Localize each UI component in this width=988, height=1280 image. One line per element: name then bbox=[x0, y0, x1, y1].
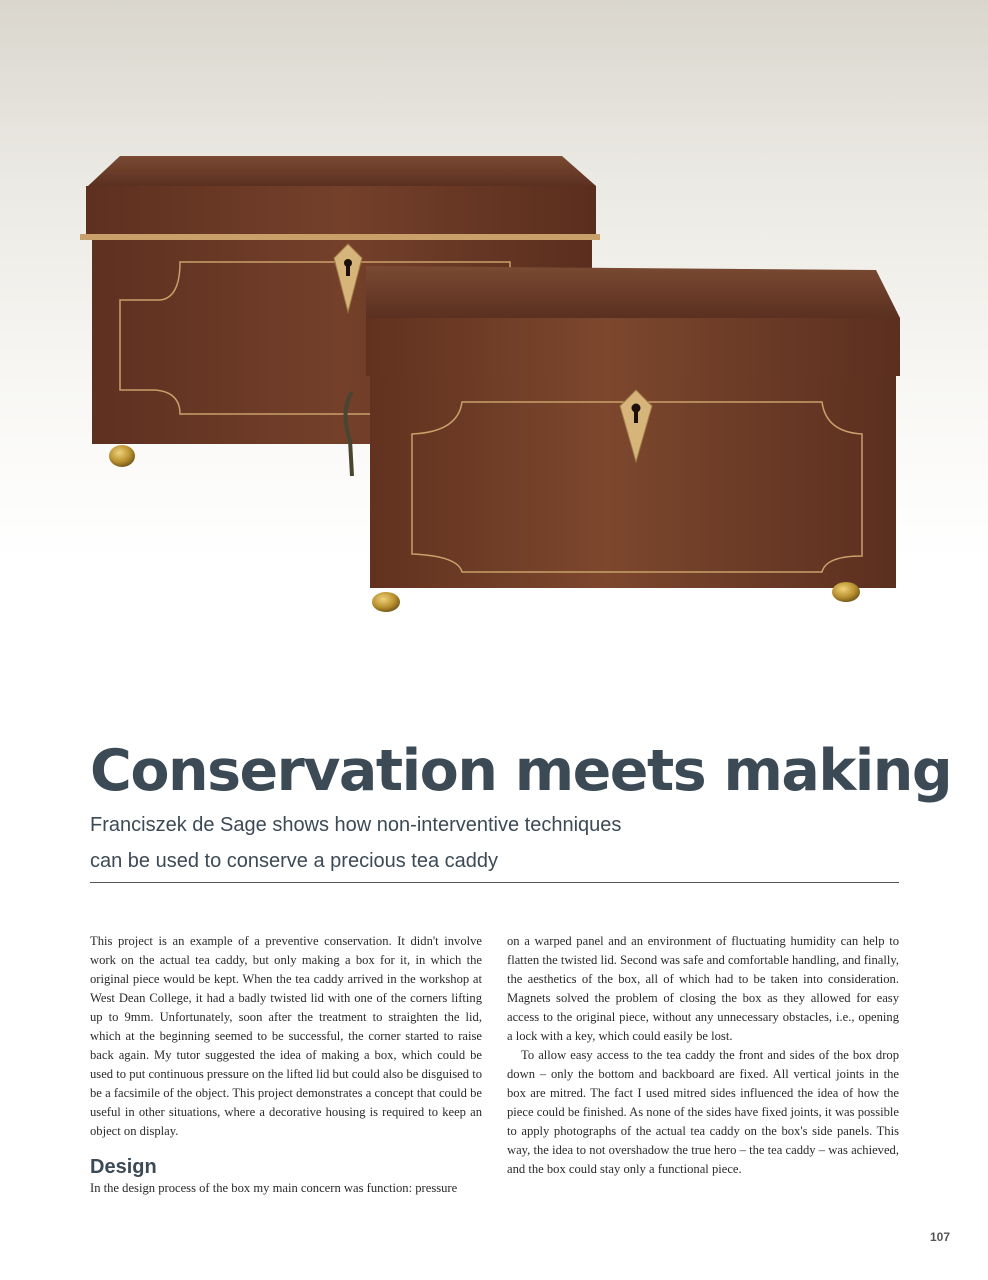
body-paragraph: In the design process of the box my main concern was function: pressure bbox=[90, 1181, 458, 1195]
body-column-left bbox=[90, 932, 482, 1198]
article-title: Conservation meets making bbox=[90, 738, 952, 804]
article-subtitle-line-2: can be used to conserve a precious tea caddy bbox=[90, 850, 499, 872]
brass-foot bbox=[372, 592, 400, 612]
body-paragraph: This project is an example of a preventive conservation. It didn't involve work on the actual tea caddy, but only making a box for it, in which the original piece would be kept. When the tea caddy arrived in the workshop at West Dean College, it had a badly twisted lid with one of the corners lifting up to 9mm. Unfortunately, soon after the treatment to straighten the lid, which at the beginning seemed to be successful, the corner started to raise back again. My tutor suggested the idea of making a box, which could be used to put continuous pressure on the lifted lid but could also be disguised to be a facsimile of the object. This project demonstrates a concept that could be useful in other situations, where a decorative housing is required to keep an object on display. bbox=[90, 934, 482, 1138]
body-paragraph: on a warped panel and an environment of fluctuating humidity can help to flatten the twisted lid. Second was safe and comfortable handling, and finally, the aesthetics of the box, all of which had to be taken into consideration. Magnets solved the problem of closing the box as they allowed for easy access to the original piece, without any unnecessary obstacles, i.e., opening a lock with a key, which could easily be lost. bbox=[507, 934, 899, 1043]
brass-foot bbox=[832, 582, 860, 602]
brass-foot bbox=[109, 445, 135, 467]
section-heading: Design bbox=[90, 1156, 157, 1178]
front-tea-caddy bbox=[366, 266, 900, 612]
body-column-right bbox=[507, 932, 899, 1179]
body-paragraph: To allow easy access to the tea caddy the front and sides of the box drop down – only the bottom and backboard are fixed. All vertical joints in the box are mitred. The fact I used mitred sides influenced the idea of how the piece could be finished. As none of the sides have fixed joints, it was possible to apply photographs of the actual tea caddy on the box's side panels. This way, the idea to not overshadow the true hero – the tea caddy – was achieved, and the box could stay only a functional piece. bbox=[507, 1048, 899, 1176]
title-divider bbox=[90, 882, 899, 883]
page-number: 107 bbox=[930, 1230, 951, 1244]
article-subtitle-line-1: Franciszek de Sage shows how non-interventive techniques bbox=[90, 814, 622, 836]
